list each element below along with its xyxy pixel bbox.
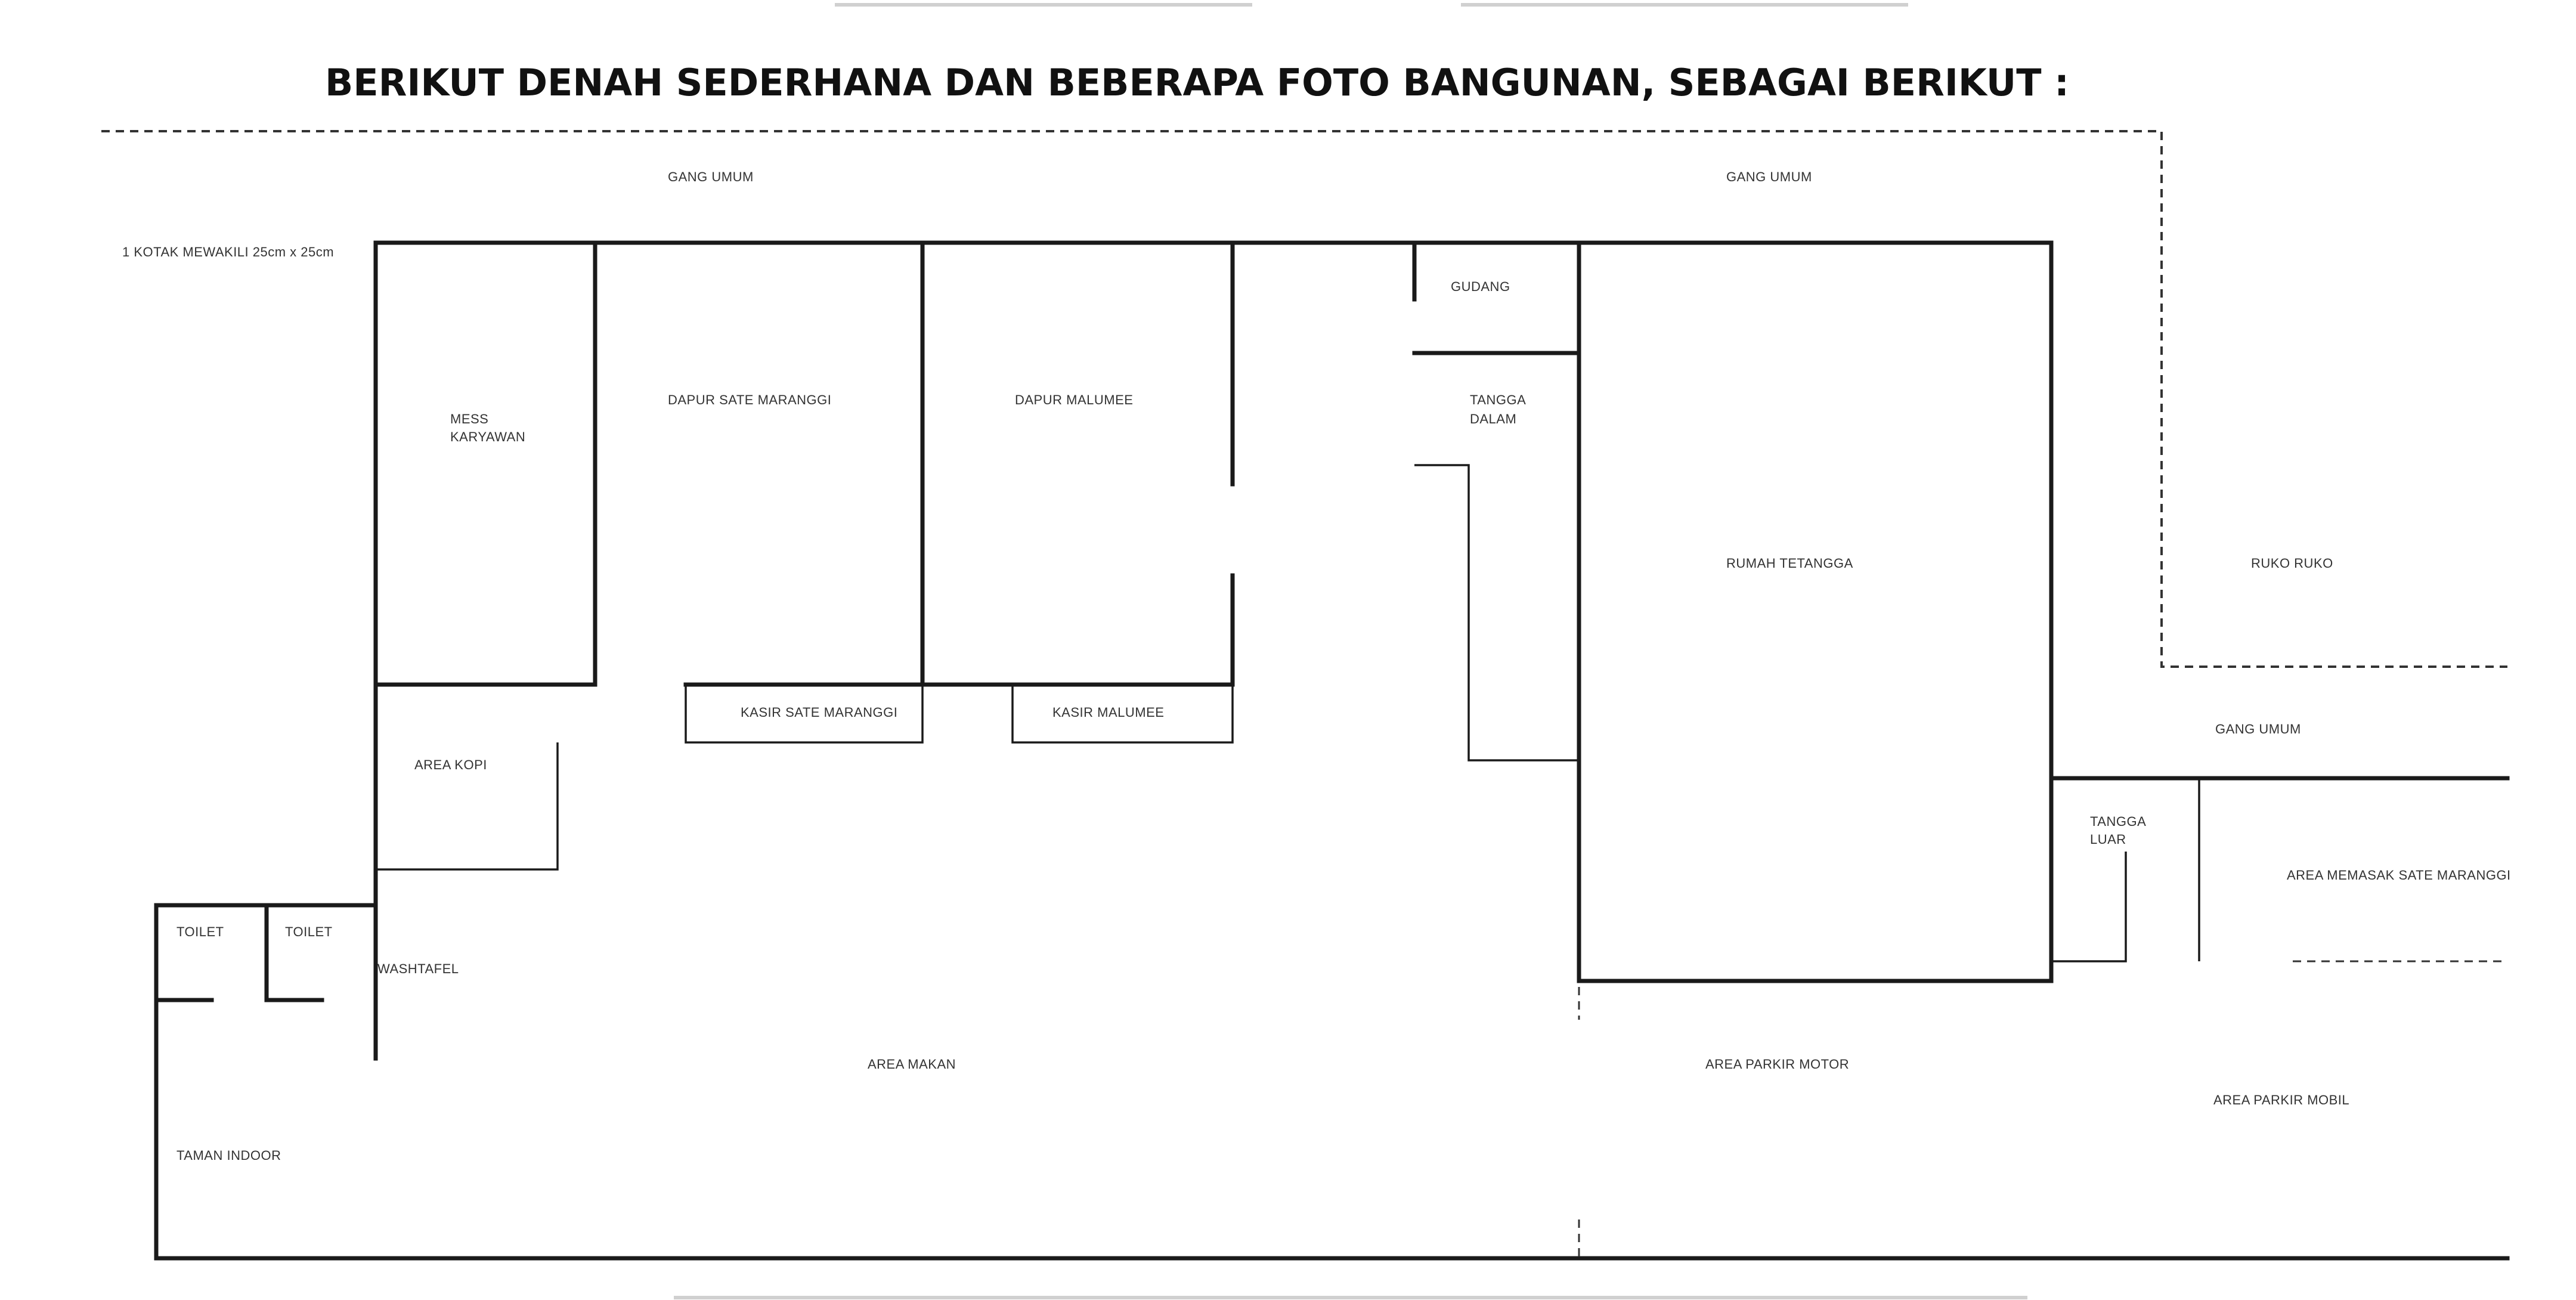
tangga-luar-label: LUAR	[2090, 832, 2126, 847]
photo-edge-remnants	[674, 5, 2027, 1298]
walls	[156, 243, 2507, 1258]
tangga-dalam-label: DALAM	[1470, 411, 1517, 426]
area-parkir-motor-label: AREA PARKIR MOTOR	[1705, 1057, 1850, 1072]
area-parkir-mobil-label: AREA PARKIR MOBIL	[2213, 1092, 2350, 1107]
area-kopi-label: AREA KOPI	[414, 757, 487, 772]
gudang-label: GUDANG	[1451, 279, 1510, 294]
kasir-malumee-label: KASIR MALUMEE	[1052, 705, 1165, 720]
rumah-tetangga-label: RUMAH TETANGGA	[1726, 556, 1853, 571]
page-title: BERIKUT DENAH SEDERHANA DAN BEBERAPA FOTO BANGUNAN, SEBAGAI BERIKUT :	[325, 61, 2069, 104]
mess-karyawan-label: KARYAWAN	[450, 429, 526, 444]
dapur-sate-label: DAPUR SATE MARANGGI	[668, 392, 832, 407]
dapur-malumee-label: DAPUR MALUMEE	[1015, 392, 1134, 407]
taman-indoor-label: TAMAN INDOOR	[177, 1148, 281, 1163]
gang-umum-label: GANG UMUM	[2215, 722, 2301, 736]
ruko-label: RUKO RUKO	[2251, 556, 2333, 571]
toilet-label: TOILET	[177, 924, 224, 939]
tangga-luar-label: TANGGA	[2090, 814, 2147, 829]
tangga-dalam-label: TANGGA	[1470, 392, 1527, 407]
internal-lines	[376, 465, 2507, 1258]
area-makan-label: AREA MAKAN	[868, 1057, 956, 1072]
room-labels	[122, 169, 2511, 1163]
toilet-label: TOILET	[285, 924, 333, 939]
gang-umum-label: GANG UMUM	[668, 169, 754, 184]
scale-note: 1 KOTAK MEWAKILI 25cm x 25cm	[122, 244, 335, 259]
gang-umum-label: GANG UMUM	[1726, 169, 1812, 184]
washtafel-label: WASHTAFEL	[377, 961, 459, 976]
area-memasak-label: AREA MEMASAK SATE MARANGGI	[2287, 868, 2511, 883]
kasir-sate-label: KASIR SATE MARANGGI	[741, 705, 898, 720]
mess-karyawan-label: MESS	[450, 411, 489, 426]
dashed-boundary	[101, 131, 2507, 667]
